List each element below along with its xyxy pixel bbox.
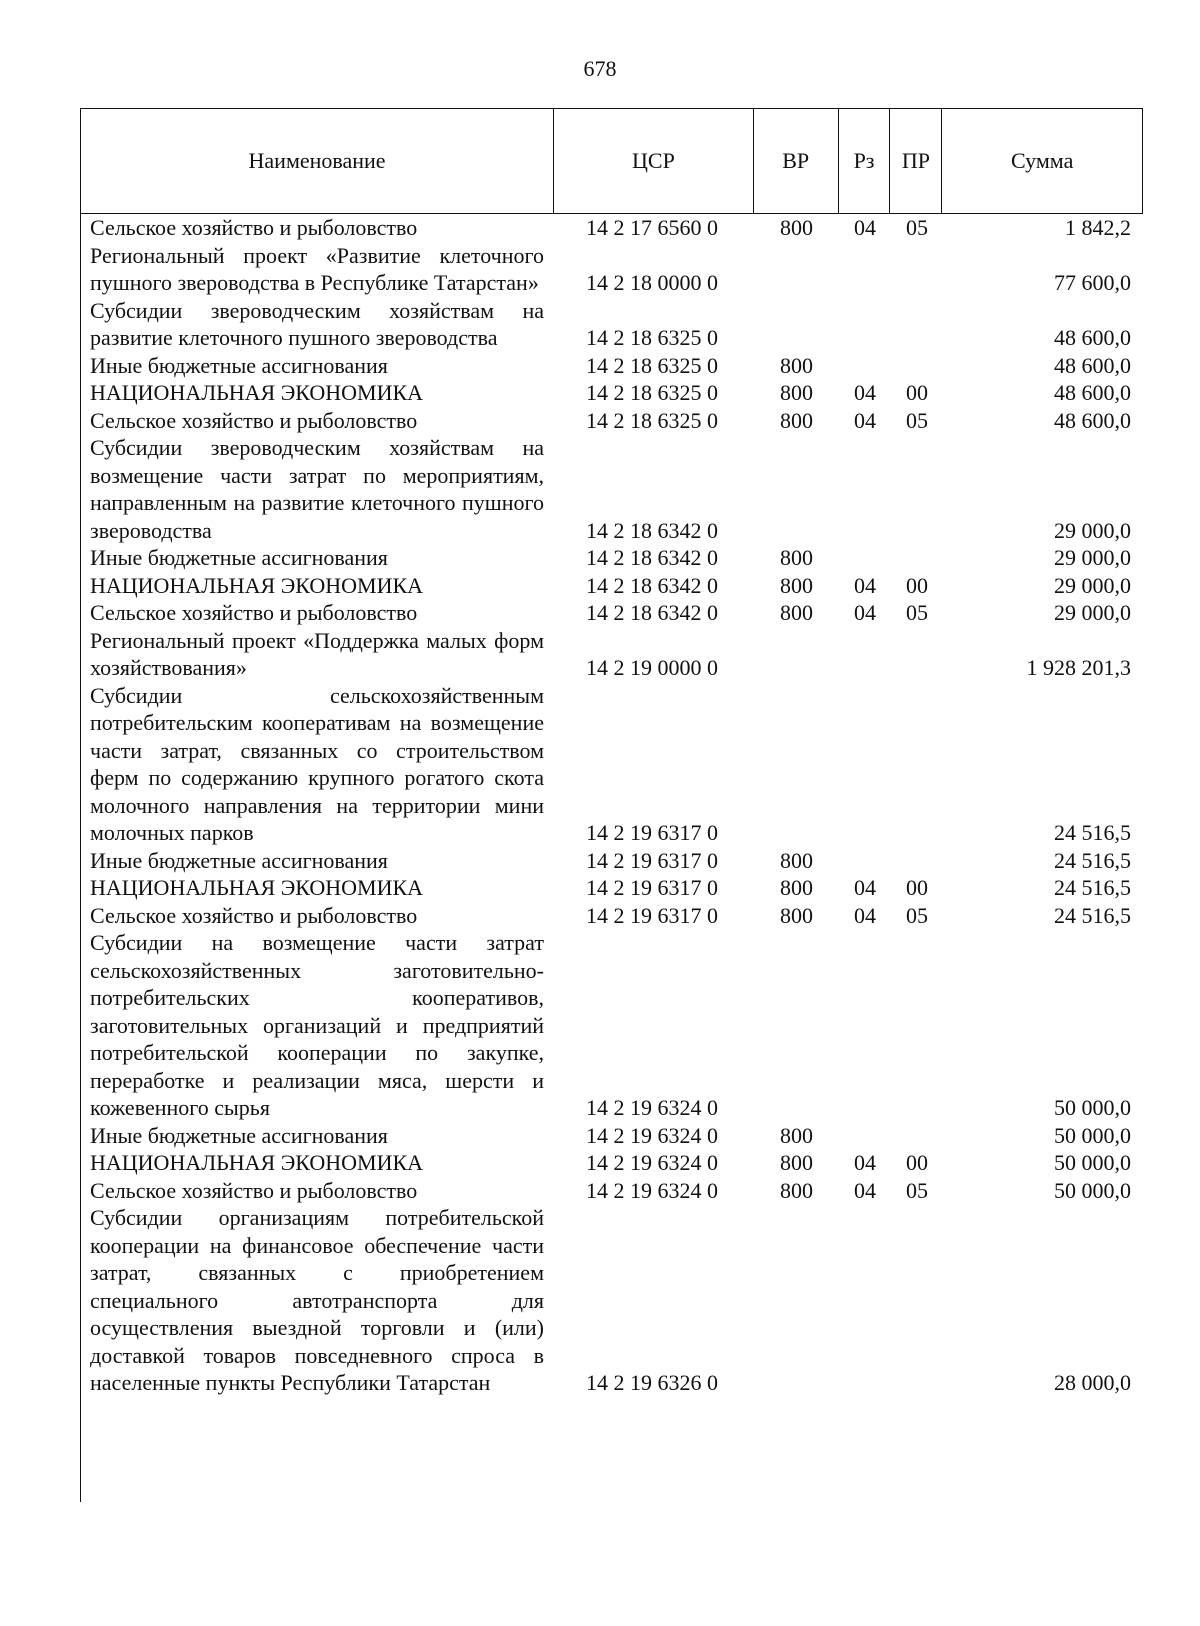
table-row (80, 1149, 1143, 1177)
cell-pr: 00 (906, 572, 928, 598)
table-row (80, 434, 1143, 544)
cell-csr: 14 2 19 6317 0 (586, 902, 718, 928)
cell-csr: 14 2 19 6317 0 (586, 820, 718, 845)
cell-name: Субсидии звероводческим хозяйствам на развитие клеточного пушного звероводства (90, 297, 544, 350)
cell-rz: 04 (854, 1177, 876, 1203)
table-body (80, 214, 1143, 1397)
cell-pr: 00 (906, 1150, 928, 1175)
cell-csr: 14 2 19 6324 0 (586, 1095, 718, 1120)
table-row (80, 214, 1143, 242)
cell-csr: 14 2 18 6342 0 (586, 517, 718, 543)
table-row (80, 379, 1143, 407)
cell-sum: 48 600,0 (1054, 325, 1131, 350)
cell-pr: 05 (906, 407, 928, 433)
cell-pr: 05 (906, 215, 928, 240)
cell-csr: 14 2 18 6325 0 (586, 325, 718, 350)
table-row (80, 1122, 1143, 1150)
table-row (80, 572, 1143, 600)
cell-name: Иные бюджетные ассигнования (90, 847, 388, 873)
table-row (80, 352, 1143, 380)
cell-sum: 29 000,0 (1054, 572, 1131, 598)
header-csr: ЦСР (554, 109, 754, 213)
cell-pr: 00 (906, 380, 928, 405)
cell-name: Иные бюджетные ассигнования (90, 545, 388, 570)
cell-sum: 48 600,0 (1054, 407, 1131, 433)
cell-name: Сельское хозяйство и рыболовство (90, 215, 418, 240)
cell-csr: 14 2 19 6326 0 (586, 1370, 718, 1395)
table-row (80, 297, 1143, 352)
cell-name: НАЦИОНАЛЬНАЯ ЭКОНОМИКА (90, 380, 424, 405)
cell-sum: 1 842,2 (1065, 215, 1131, 240)
header-vr: ВР (754, 109, 839, 213)
cell-sum: 50 000,0 (1054, 1177, 1131, 1203)
table-row (80, 1177, 1143, 1205)
cell-csr: 14 2 19 6317 0 (586, 875, 718, 900)
cell-sum: 50 000,0 (1054, 1150, 1131, 1175)
cell-name: Сельское хозяйство и рыболовство (90, 902, 418, 928)
table-row (80, 599, 1143, 627)
cell-pr: 05 (906, 1177, 928, 1203)
cell-csr: 14 2 19 0000 0 (586, 655, 718, 680)
cell-vr: 800 (780, 215, 813, 240)
cell-name: НАЦИОНАЛЬНАЯ ЭКОНОМИКА (90, 1150, 424, 1175)
cell-sum: 29 000,0 (1054, 545, 1131, 570)
cell-csr: 14 2 18 6325 0 (586, 407, 718, 433)
cell-vr: 800 (780, 352, 813, 378)
cell-csr: 14 2 19 6317 0 (586, 847, 718, 873)
table-row (80, 847, 1143, 875)
cell-vr: 800 (780, 902, 813, 928)
cell-rz: 04 (854, 1150, 876, 1175)
table-header (80, 108, 1143, 214)
cell-vr: 800 (780, 380, 813, 405)
cell-pr: 05 (906, 902, 928, 928)
cell-sum: 24 516,5 (1054, 875, 1131, 900)
cell-vr: 800 (780, 1177, 813, 1203)
cell-csr: 14 2 19 6324 0 (586, 1177, 718, 1203)
cell-pr: 05 (906, 600, 928, 625)
table-row (80, 902, 1143, 930)
cell-sum: 29 000,0 (1054, 517, 1131, 543)
cell-pr: 00 (906, 875, 928, 900)
cell-rz: 04 (854, 902, 876, 928)
header-name: Наименование (81, 109, 554, 213)
cell-sum: 50 000,0 (1054, 1122, 1131, 1148)
cell-rz: 04 (854, 407, 876, 433)
cell-vr: 800 (780, 875, 813, 900)
cell-rz: 04 (854, 600, 876, 625)
table-row (80, 242, 1143, 297)
table-row (80, 627, 1143, 682)
cell-name: Сельское хозяйство и рыболовство (90, 407, 418, 433)
cell-csr: 14 2 19 6324 0 (586, 1122, 718, 1148)
table-row (80, 1204, 1143, 1397)
cell-sum: 50 000,0 (1054, 1095, 1131, 1120)
cell-sum: 48 600,0 (1054, 352, 1131, 378)
cell-name: Сельское хозяйство и рыболовство (90, 600, 418, 625)
table-row (80, 407, 1143, 435)
cell-rz: 04 (854, 572, 876, 598)
cell-sum: 28 000,0 (1054, 1370, 1131, 1395)
cell-sum: 48 600,0 (1054, 380, 1131, 405)
cell-vr: 800 (780, 847, 813, 873)
table-row (80, 682, 1143, 847)
table-row (80, 929, 1143, 1122)
cell-csr: 14 2 18 6325 0 (586, 380, 718, 405)
cell-csr: 14 2 19 6324 0 (586, 1150, 718, 1175)
cell-name: Иные бюджетные ассигнования (90, 352, 388, 378)
cell-name: Субсидии организациям потребительской кооперации на финансовое обеспечение части затрат, связанных с приобретением специального автотранспорта для осуществления выездной торговли и (или) доставкой товаров повседневного спроса в населенные пункты Республики Татарстан (90, 1205, 544, 1395)
cell-name: Региональный проект «Поддержка малых форм хозяйствования» (90, 627, 544, 680)
cell-name: НАЦИОНАЛЬНАЯ ЭКОНОМИКА (90, 572, 424, 598)
cell-name: Субсидии звероводческим хозяйствам на возмещение части затрат по мероприятиям, направленным на развитие клеточного пушного звероводства (90, 435, 544, 543)
cell-rz: 04 (854, 215, 876, 240)
cell-vr: 800 (780, 407, 813, 433)
cell-sum: 29 000,0 (1054, 600, 1131, 625)
cell-vr: 800 (780, 572, 813, 598)
cell-vr: 800 (780, 1122, 813, 1148)
cell-vr: 800 (780, 545, 813, 570)
cell-rz: 04 (854, 875, 876, 900)
cell-rz: 04 (854, 380, 876, 405)
cell-name: Сельское хозяйство и рыболовство (90, 1177, 418, 1203)
page-number: 678 (583, 56, 617, 81)
cell-name: Иные бюджетные ассигнования (90, 1122, 388, 1148)
cell-sum: 24 516,5 (1054, 902, 1131, 928)
table-row (80, 544, 1143, 572)
cell-csr: 14 2 18 6342 0 (586, 545, 718, 570)
cell-csr: 14 2 18 0000 0 (586, 270, 718, 295)
cell-name: Субсидии на возмещение части затрат сельскохозяйственных заготовительно-потребительских кооперативов, заготовительных организаций и предприятий потребительской кооперации по закупке, переработке и реализации мяса, шерсти и кожевенного сырья (90, 930, 544, 1120)
cell-name: Региональный проект «Развитие клеточного пушного звероводства в Республике Татарстан» (90, 242, 544, 295)
cell-sum: 1 928 201,3 (1026, 655, 1131, 680)
cell-vr: 800 (780, 1150, 813, 1175)
header-rz: Рз (839, 109, 891, 213)
cell-sum: 77 600,0 (1054, 270, 1131, 295)
cell-sum: 24 516,5 (1054, 820, 1131, 845)
header-sum: Сумма (1011, 148, 1074, 173)
cell-sum: 24 516,5 (1054, 847, 1131, 873)
table-row (80, 874, 1143, 902)
cell-vr: 800 (780, 600, 813, 625)
cell-csr: 14 2 18 6325 0 (586, 352, 718, 378)
cell-csr: 14 2 18 6342 0 (586, 572, 718, 598)
header-pr: ПР (890, 109, 942, 213)
cell-name: НАЦИОНАЛЬНАЯ ЭКОНОМИКА (90, 875, 424, 900)
cell-name: Субсидии сельскохозяйственным потребительским кооперативам на возмещение части затрат, связанных со строительством ферм по содержанию крупного рогатого скота молочного направления на территории мини молочных парков (90, 682, 544, 845)
cell-csr: 14 2 17 6560 0 (586, 215, 718, 240)
cell-csr: 14 2 18 6342 0 (586, 600, 718, 625)
